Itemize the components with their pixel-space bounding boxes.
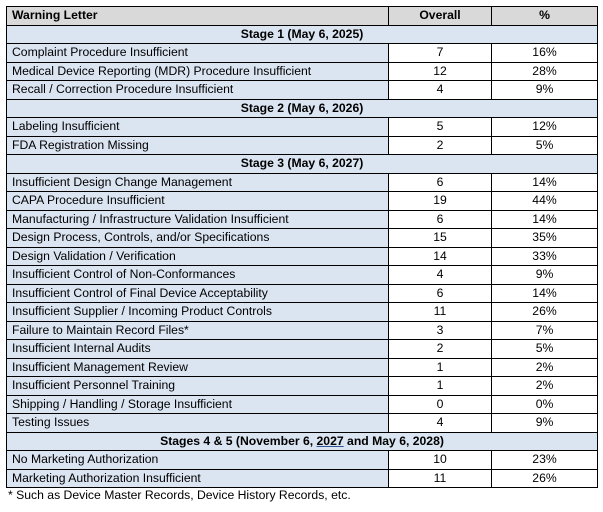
stage-row (7, 25, 598, 44)
row-name: Insufficient Design Change Management (7, 173, 389, 192)
row-percent: 14% (492, 173, 598, 192)
row-name: Marketing Authorization Insufficient (7, 469, 389, 488)
table-row (7, 377, 598, 396)
row-overall: 7 (389, 44, 492, 63)
header-overall: Overall (389, 7, 492, 26)
row-name: FDA Registration Missing (7, 136, 389, 155)
table-row (7, 136, 598, 155)
table-row (7, 284, 598, 303)
row-overall: 4 (389, 414, 492, 433)
row-overall: 4 (389, 81, 492, 100)
stage-row (7, 432, 598, 451)
row-overall: 14 (389, 247, 492, 266)
row-percent: 28% (492, 62, 598, 81)
row-percent: 14% (492, 284, 598, 303)
row-name: Insufficient Management Review (7, 358, 389, 377)
row-percent: 26% (492, 303, 598, 322)
row-name: Testing Issues (7, 414, 389, 433)
row-percent: 26% (492, 469, 598, 488)
row-name: Design Validation / Verification (7, 247, 389, 266)
row-name: Design Process, Controls, and/or Specifications (7, 229, 389, 248)
table-row (7, 303, 598, 322)
stage-4-5-title-end: and May 6, 2028) (343, 433, 444, 448)
row-percent: 5% (492, 340, 598, 359)
row-overall: 19 (389, 192, 492, 211)
row-overall: 1 (389, 358, 492, 377)
row-percent: 12% (492, 118, 598, 137)
row-name: No Marketing Authorization (7, 451, 389, 470)
stage-4-5-title-year: 2027 (316, 433, 344, 448)
row-percent: 35% (492, 229, 598, 248)
row-percent: 2% (492, 358, 598, 377)
table-row (7, 62, 598, 81)
stage-1-title: Stage 1 (May 6, 2025) (7, 25, 598, 44)
header-row (7, 7, 598, 26)
row-overall: 11 (389, 303, 492, 322)
row-overall: 15 (389, 229, 492, 248)
footnote: * Such as Device Master Records, Device History Records, etc. (8, 488, 351, 502)
row-name: Insufficient Control of Final Device Acceptability (7, 284, 389, 303)
table-row (7, 358, 598, 377)
table-row (7, 340, 598, 359)
row-name: Insufficient Personnel Training (7, 377, 389, 396)
header-percent: % (492, 7, 598, 26)
row-overall: 0 (389, 395, 492, 414)
row-name: Complaint Procedure Insufficient (7, 44, 389, 63)
row-percent: 2% (492, 377, 598, 396)
row-name: CAPA Procedure Insufficient (7, 192, 389, 211)
table-row (7, 81, 598, 100)
row-percent: 44% (492, 192, 598, 211)
table-row (7, 266, 598, 285)
row-overall: 6 (389, 284, 492, 303)
table-row (7, 118, 598, 137)
table-row (7, 469, 598, 488)
row-percent: 23% (492, 451, 598, 470)
table-row (7, 173, 598, 192)
row-overall: 6 (389, 210, 492, 229)
row-name: Insufficient Internal Audits (7, 340, 389, 359)
row-name: Failure to Maintain Record Files* (7, 321, 389, 340)
row-name: Recall / Correction Procedure Insufficient (7, 81, 389, 100)
table-row (7, 247, 598, 266)
table-row (7, 395, 598, 414)
row-percent: 7% (492, 321, 598, 340)
row-percent: 33% (492, 247, 598, 266)
row-overall: 6 (389, 173, 492, 192)
stage-row (7, 99, 598, 118)
stage-2-title: Stage 2 (May 6, 2026) (7, 99, 598, 118)
row-percent: 14% (492, 210, 598, 229)
header-warning-letter: Warning Letter (7, 7, 389, 26)
row-percent: 9% (492, 81, 598, 100)
row-percent: 9% (492, 266, 598, 285)
row-overall: 4 (389, 266, 492, 285)
table-row (7, 192, 598, 211)
row-name: Insufficient Supplier / Incoming Product Controls (7, 303, 389, 322)
row-overall: 3 (389, 321, 492, 340)
stage-4-5-title-start: Stages 4 & 5 (November 6, (160, 433, 317, 448)
warning-letter-table (6, 6, 598, 488)
stage-3-title: Stage 3 (May 6, 2027) (7, 155, 598, 174)
table-row (7, 210, 598, 229)
row-percent: 16% (492, 44, 598, 63)
row-overall: 5 (389, 118, 492, 137)
stage-4-5-title (7, 432, 598, 451)
row-percent: 5% (492, 136, 598, 155)
row-overall: 2 (389, 136, 492, 155)
row-name: Medical Device Reporting (MDR) Procedure Insufficient (7, 62, 389, 81)
row-name: Labeling Insufficient (7, 118, 389, 137)
row-overall: 10 (389, 451, 492, 470)
row-overall: 12 (389, 62, 492, 81)
row-name: Insufficient Control of Non-Conformances (7, 266, 389, 285)
table-row (7, 451, 598, 470)
row-overall: 2 (389, 340, 492, 359)
table-row (7, 229, 598, 248)
table-row (7, 321, 598, 340)
row-percent: 9% (492, 414, 598, 433)
row-name: Shipping / Handling / Storage Insufficient (7, 395, 389, 414)
stage-row (7, 155, 598, 174)
row-percent: 0% (492, 395, 598, 414)
row-overall: 11 (389, 469, 492, 488)
row-name: Manufacturing / Infrastructure Validation Insufficient (7, 210, 389, 229)
row-overall: 1 (389, 377, 492, 396)
table-row (7, 44, 598, 63)
table-row (7, 414, 598, 433)
